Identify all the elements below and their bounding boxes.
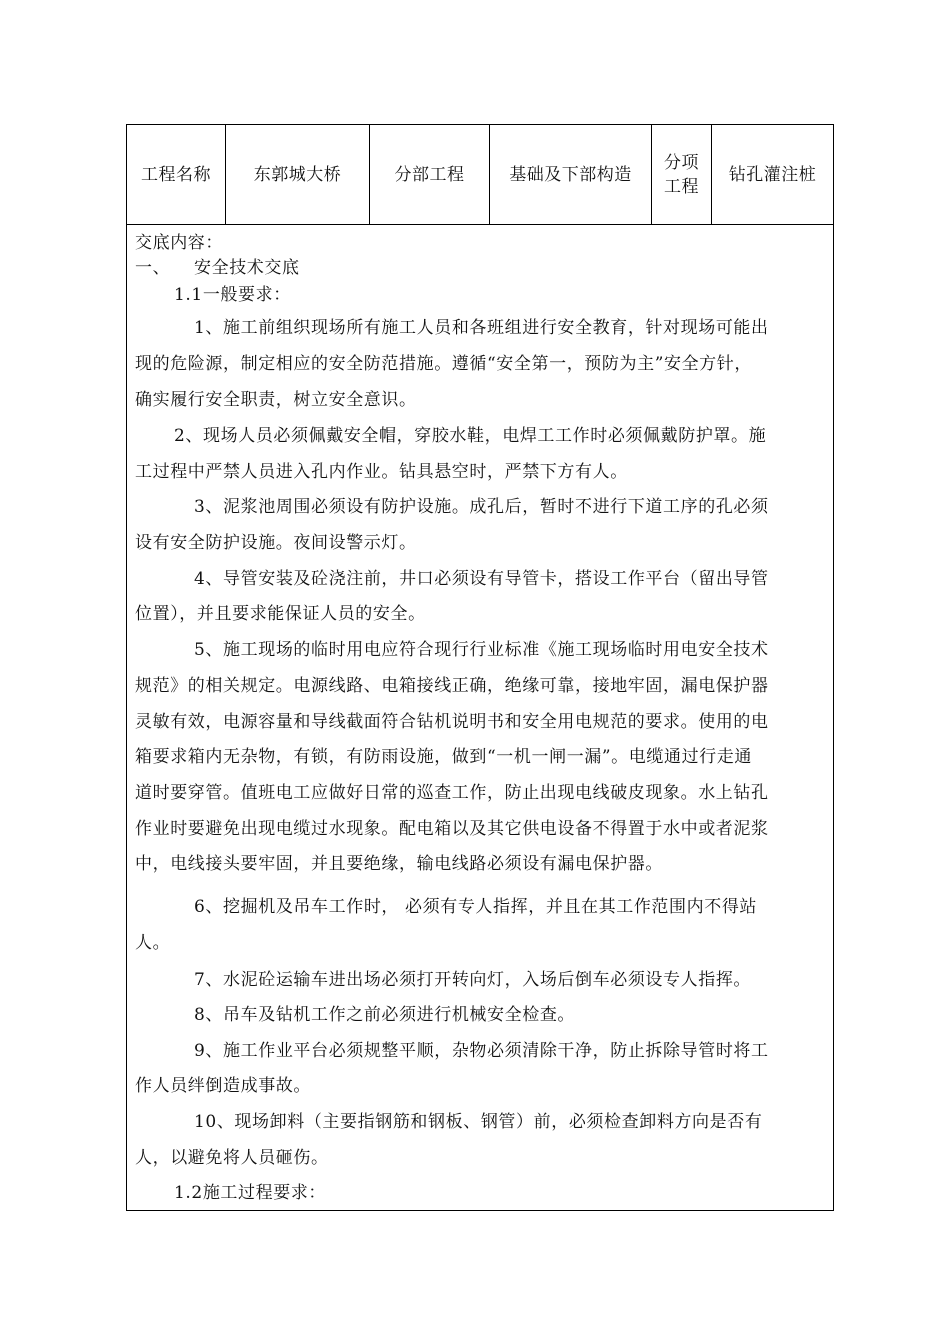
text-line: 作人员绊倒造成事故。 [135, 1076, 311, 1096]
section-title: 安全技术交底 [194, 258, 300, 278]
division-label: 分部工程 [370, 125, 490, 224]
text-line: 9、施工作业平台必须规整平顺，杂物必须清除干净，防止拆除导管时将工 [194, 1041, 769, 1061]
content-intro: 交底内容： [135, 233, 223, 253]
text-line: 设有安全防护设施。夜间设警示灯。 [135, 533, 417, 553]
text-line: 箱要求箱内无杂物，有锁，有防雨设施，做到“一机一闸一漏”。电缆通过行走通 [135, 747, 752, 767]
subitem-label-line-1: 分项 [664, 152, 699, 173]
section-number: 一、 [135, 258, 171, 278]
text-line: 2、现场人员必须佩戴安全帽，穿胶水鞋，电焊工工作时必须佩戴防护罩。施 [174, 426, 767, 446]
subitem-label-line-2: 工程 [664, 176, 699, 197]
text-line: 工过程中严禁人员进入孔内作业。钻具悬空时，严禁下方有人。 [135, 462, 628, 482]
text-line: 灵敏有效，电源容量和导线截面符合钻机说明书和安全用电规范的要求。使用的电 [135, 712, 769, 732]
subitem-value: 钻孔灌注桩 [728, 164, 817, 185]
text-line: 8、吊车及钻机工作之前必须进行机械安全检查。 [194, 1005, 576, 1025]
text-line: 确实履行安全职责，树立安全意识。 [135, 390, 417, 410]
text-line: 3、泥浆池周围必须设有防护设施。成孔后，暂时不进行下道工序的孔必须 [194, 497, 769, 517]
project-name-label: 工程名称 [127, 125, 226, 224]
text-line: 7、水泥砼运输车进出场必须打开转向灯，入场后倒车必须设专人指挥。 [194, 970, 752, 990]
text-line: 规范》的相关规定。电源线路、电箱接线正确，绝缘可靠，接地牢固，漏电保护器 [135, 676, 769, 696]
subitem-label [652, 125, 712, 224]
text-line: 中，电线接头要牢固，并且要绝缘，输电线路必须设有漏电保护器。 [135, 854, 663, 874]
table-header-row [127, 125, 833, 225]
division-value: 基础及下部构造 [490, 125, 652, 224]
subsection-process: 1.2施工过程要求： [174, 1183, 327, 1203]
text-line: 10、现场卸料（主要指钢筋和钢板、钢管）前，必须检查卸料方向是否有 [194, 1112, 763, 1132]
text-line: 人。 [135, 933, 171, 953]
text-line: 位置），并且要求能保证人员的安全。 [135, 604, 426, 624]
text-line: 作业时要避免出现电缆过水现象。配电箱以及其它供电设备不得置于水中或者泥浆 [135, 819, 769, 839]
text-line: 人，以避免将人员砸伤。 [135, 1148, 329, 1168]
project-name-value: 东郭城大桥 [226, 125, 370, 224]
text-line: 现的危险源，制定相应的安全防范措施。遵循“安全第一，预防为主”安全方针， [135, 354, 752, 374]
subsection-general: 1.1一般要求： [174, 285, 291, 305]
text-line: 5、施工现场的临时用电应符合现行行业标准《施工现场临时用电安全技术 [194, 640, 769, 660]
disclosure-table [126, 124, 834, 1211]
text-line: 1、施工前组织现场所有施工人员和各班组进行安全教育，针对现场可能出 [194, 318, 769, 338]
text-line: 道时要穿管。值班电工应做好日常的巡查工作，防止出现电线破皮现象。水上钻孔 [135, 783, 769, 803]
text-line: 4、导管安装及砼浇注前，井口必须设有导管卡，搭设工作平台（留出导管 [194, 569, 769, 589]
text-line: 6、挖掘机及吊车工作时， 必须有专人指挥，并且在其工作范围内不得站 [194, 897, 758, 917]
